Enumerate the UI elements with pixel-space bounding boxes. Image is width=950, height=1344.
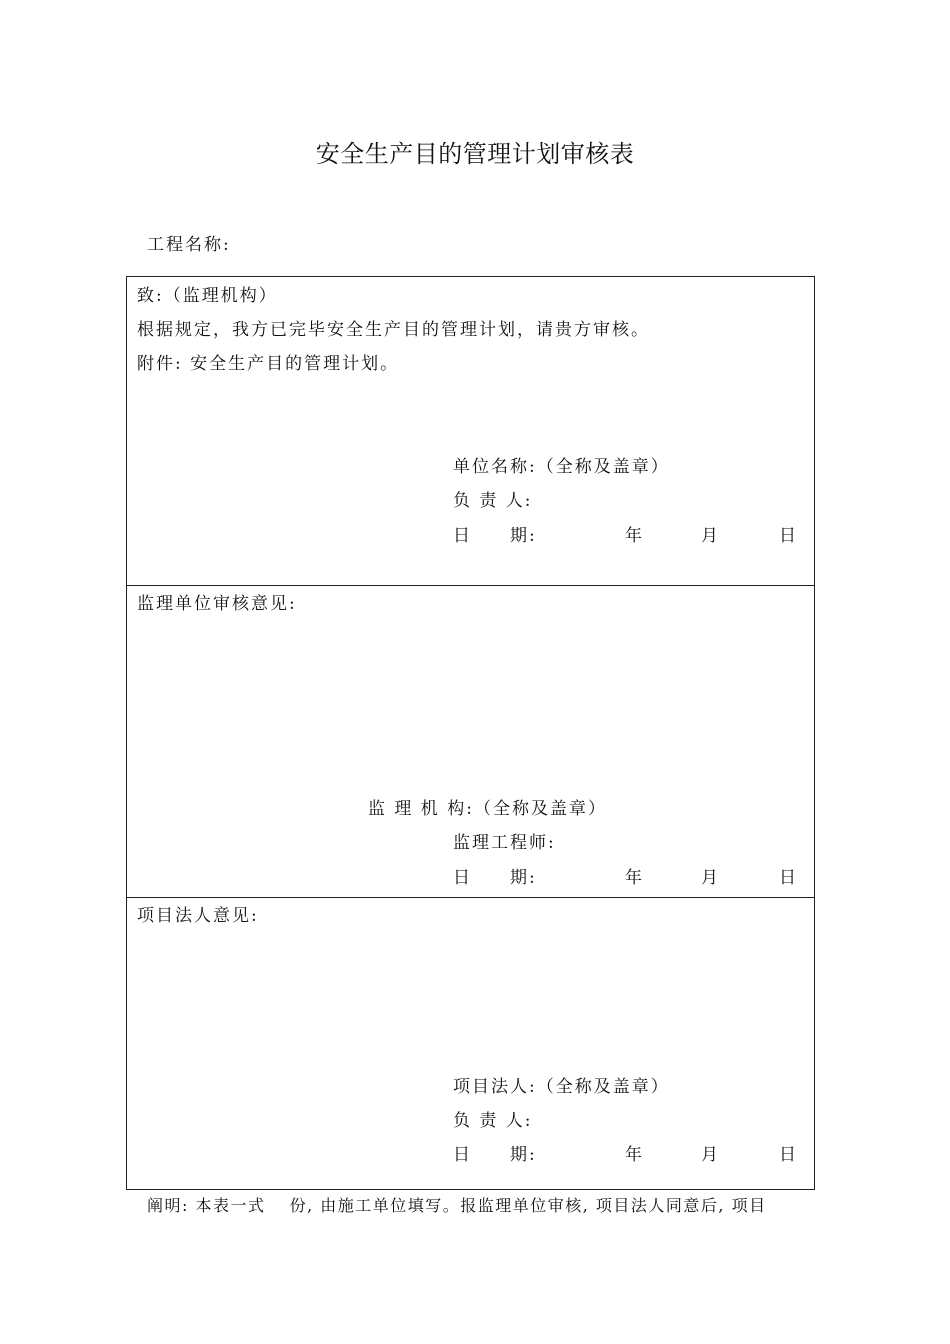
year-label: 年 xyxy=(625,526,644,546)
legal-opinion-heading: 项目法人意见: xyxy=(137,906,259,926)
supervision-opinion-heading: 监理单位审核意见: xyxy=(137,594,297,614)
month-label: 月 xyxy=(701,1145,720,1165)
project-legal-field[interactable]: 项目法人:（全称及盖章） xyxy=(453,1077,670,1097)
year-label: 年 xyxy=(625,868,644,888)
submission-statement: 根据规定，我方已完毕安全生产目的管理计划，请贵方审核。 xyxy=(137,320,650,340)
project-name-label: 工程名称: xyxy=(147,235,231,255)
month-label: 月 xyxy=(701,526,720,546)
supervision-review-section xyxy=(127,586,814,898)
responsible-person-field[interactable]: 负 责 人: xyxy=(453,1111,533,1131)
responsible-person-field[interactable]: 负 责 人: xyxy=(453,491,533,511)
date-field[interactable]: 日 期: xyxy=(453,868,537,888)
supervision-engineer-field[interactable]: 监理工程师: xyxy=(453,833,556,853)
unit-name-field[interactable]: 单位名称:（全称及盖章） xyxy=(453,457,670,477)
year-label: 年 xyxy=(625,1145,644,1165)
month-label: 月 xyxy=(701,868,720,888)
date-field[interactable]: 日 期: xyxy=(453,526,537,546)
day-label: 日 xyxy=(779,868,798,888)
review-form-table xyxy=(126,276,815,1190)
addressee-line: 致:（监理机构） xyxy=(137,286,278,306)
footnote: 阐明: 本表一式 份, 由施工单位填写。报监理单位审核, 项目法人同意后, 项目 xyxy=(147,1196,767,1215)
project-legal-section xyxy=(127,898,814,1189)
form-title: 安全生产目的管理计划审核表 xyxy=(315,140,635,168)
attachment-line: 附件: 安全生产目的管理计划。 xyxy=(137,354,400,374)
day-label: 日 xyxy=(779,1145,798,1165)
day-label: 日 xyxy=(779,526,798,546)
supervision-org-field[interactable]: 监 理 机 构:（全称及盖章） xyxy=(368,799,607,819)
submission-section xyxy=(127,277,814,586)
date-field[interactable]: 日 期: xyxy=(453,1145,537,1165)
